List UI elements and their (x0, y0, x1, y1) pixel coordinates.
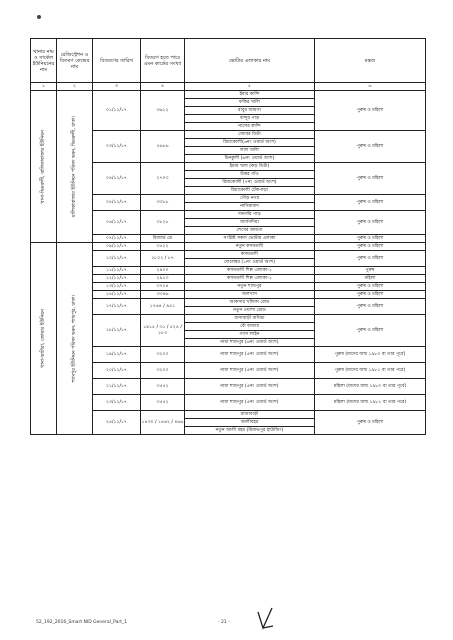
date-cell: ০৩/১২/১৭ (93, 131, 141, 163)
count-cell: ২৬৮৬ (141, 131, 185, 163)
remark-cell: পুরুষ ও মহিলা (315, 235, 426, 243)
area-cell: নাসিরাবাদ (185, 203, 315, 211)
remark-cell: পুরুষ ও মহিলা (315, 211, 426, 235)
count-cell: ৩২০০ (141, 347, 185, 363)
center-label: শ্যামপুর ইউনিয়ন পরিষদ ভবন, শ্যামপুর, ঢাকা। (71, 294, 77, 383)
count-cell: ৩৭২৪ (141, 283, 185, 291)
count-cell: ৩২০০ (141, 363, 185, 379)
remark-cell: মহিলা (যাদের জন্ম ১৯৮১ বা তার পরে) (315, 395, 426, 411)
table-row (31, 91, 426, 99)
table-row (31, 243, 426, 251)
area-cell: নামা শ্যামপুর (৬নং ওয়ার্ড অংশ) (185, 339, 315, 347)
area-cell: কসমতলী শিল্প এলাকা-১ (185, 267, 315, 275)
date-cell: ১২/১২/১৭ (93, 275, 141, 283)
remark-cell: পুরুষ ও মহিলা (315, 299, 426, 315)
count-cell: ৩৫২২ (141, 243, 185, 251)
date-cell: ১৮/১২/১৭ (93, 315, 141, 347)
center-cell (57, 243, 93, 435)
area-cell: নতুন ওয়াশা রোড (185, 307, 315, 315)
area-cell: নতুন শ্যামপুর (185, 283, 315, 291)
area-cell: সংশ্লিষ্ট সকল ভোটার এলাকা (185, 235, 315, 243)
area-cell: নতুন আলী বহর (রিজভপুর হাউজিং) (185, 427, 315, 435)
area-cell: জলখাস (185, 291, 315, 299)
area-cell: গৌড় নগর (185, 195, 315, 203)
count-cell: ২৯২৩ (141, 275, 185, 283)
count-cell: ১৯১৫ / ৩১ / ৫২৪ / ১৮৩ (141, 315, 185, 347)
area-cell: নামা শ্যামপুর (৫নং ওয়ার্ড অংশ) (185, 363, 315, 379)
remark-cell: পুরুষ ও মহিলা (315, 91, 426, 131)
remark-cell: পুরুষ ও মহিলা (315, 195, 426, 211)
remark-cell: পুরুষ (যাদের জন্ম ১৯৮০ বা তার পূর্বে) (315, 347, 426, 363)
count-cell: ১৮০২ / ৮৭ (141, 251, 185, 267)
col-number: ৫ (185, 83, 315, 91)
area-cell: বাসাবাড়ী বাগিচা (185, 315, 315, 323)
area-cell: নামা শ্যামপুর (৫নং ওয়ার্ড অংশ) (185, 379, 315, 395)
area-cell: ইমার কান্দি (185, 91, 315, 99)
count-cell: ৩৩৮৮ (141, 195, 185, 211)
area-cell: রিয়াকোলী(৬নং ওয়ার্ড অংশ) (185, 139, 315, 147)
count-cell: রিজার্ভ ডে (141, 235, 185, 243)
count-cell: ১৪৩০ / ১৪৬২ / ৪৬৬ (141, 411, 185, 435)
area-cell: লাল খালি (185, 147, 315, 155)
thana-cell (31, 91, 57, 243)
area-cell: উত্তর গাঁও (185, 171, 315, 179)
date-cell: ০৫/১২/১৭ (93, 195, 141, 211)
area-cell: নতুন কসমতলী (185, 243, 315, 251)
col-remark-header: মন্তব্য (315, 39, 426, 83)
date-cell: ১১/১২/১৭ (93, 267, 141, 275)
area-cell: শেখের জায়গা (185, 227, 315, 235)
center-label: মালিকাবাজার ইউনিয়ন পরিষদ ভবন, ভিমরুলী, ঢাকা। (71, 115, 77, 218)
remark-cell: পুরুষ ও মহিলা (315, 163, 426, 195)
count-cell: ৩৩৪৬ (141, 291, 185, 299)
area-cell: জার্বগদিয়া (185, 219, 315, 227)
col-number: ৩ (93, 83, 141, 91)
remark-cell: পুরুষ (315, 267, 426, 275)
remark-cell: পুরুষ ও মহিলা (315, 131, 426, 163)
area-cell: দোলেশ্বর (১নং ওয়ার্ড অংশ) (185, 259, 315, 267)
area-cell: রাজাবাড়ী (185, 411, 315, 419)
date-cell: ২৩/১২/১৭ (93, 395, 141, 411)
count-cell: ২৭০৩ (141, 163, 185, 195)
col-area-header: ভোটার এলাকার নাম (185, 39, 315, 83)
remark-cell: পুরুষ ও মহিলা (315, 243, 426, 251)
area-cell: বৌ বাজার (185, 323, 315, 331)
signature-mark (255, 606, 275, 632)
date-cell: ২৪/১২/১৭ (93, 411, 141, 435)
count-cell: ৩৫৫২ (141, 379, 185, 395)
area-cell: ফকির খালি (185, 99, 315, 107)
area-cell: ইমাম খাল (কড় ডিটা) (185, 163, 315, 171)
remark-cell: পুরুষ ও মহিলা (315, 411, 426, 435)
area-cell: রিয়াকোলী টেকপাড়া (185, 187, 315, 195)
col-number: ১ (31, 83, 57, 91)
date-cell: ১৩/১২/১৭ (93, 283, 141, 291)
scan-dot (37, 15, 41, 19)
date-cell: ১৯/১২/১৭ (93, 347, 141, 363)
col-thana-header: থানার নাম ও সার্কেল ইউনিয়নের নাম (31, 39, 57, 83)
count-cell: ৩৫৫২ (141, 395, 185, 411)
thana-label: থানা-ভাটারা, জোয়ার ইউনিয়ন (40, 309, 46, 368)
date-cell: ০৪/১২/১৭ (93, 163, 141, 195)
col-number: ২ (57, 83, 93, 91)
date-cell: ০৭/১২/১৭ (93, 235, 141, 243)
col-center-header: রেজিস্ট্রেশন ও বিতরণ কেন্দ্রের নাম (57, 39, 93, 83)
count-cell: ৩৬১২ (141, 91, 185, 131)
remark-cell: পুরুষ ও মহিলা (315, 291, 426, 299)
area-cell: আকসার খলিফা রোড (185, 299, 315, 307)
area-cell: কসমতলী (185, 251, 315, 259)
date-cell: ১০/১২/১৭ (93, 251, 141, 267)
page-number: - 21 - (218, 620, 230, 625)
footer-filename: 52_192_2016_Smart NID General_Part_1 (36, 620, 128, 625)
thana-cell (31, 243, 57, 435)
area-cell: নামা শ্যামপুর (৫নং ওয়ার্ড অংশ) (185, 347, 315, 363)
area-cell: রিয়াকোলী (৭নং ওয়ার্ড অংশ) (185, 179, 315, 187)
area-cell: গ্যাস লাইন (185, 331, 315, 339)
center-cell (57, 91, 93, 243)
date-cell: ২১/১২/১৭ (93, 379, 141, 395)
count-cell: ১৭৬৪ / ৯৫১ (141, 299, 185, 315)
area-cell: নাসের কান্দি (185, 123, 315, 131)
remark-cell: পুরুষ ও মহিলা (315, 251, 426, 267)
count-cell: ৩৮২৮ (141, 211, 185, 235)
date-cell: ১৪/১২/১৭ (93, 291, 141, 299)
column-number-row (31, 83, 426, 91)
date-cell: ২০/১২/১৭ (93, 363, 141, 379)
area-cell: চিনকুলী (৬নং ওয়ার্ড অংশ) (185, 155, 315, 163)
col-date-header: বিতরণের তারিখ (93, 39, 141, 83)
schedule-body (31, 91, 426, 435)
date-cell: ০৯/১২/১৭ (93, 243, 141, 251)
remark-cell: পুরুষ ও মহিলা (315, 315, 426, 347)
date-cell: ১৭/১২/১৭ (93, 299, 141, 315)
remark-cell: পুরুষ ও মহিলা (315, 283, 426, 291)
remark-cell: মহিলা (যাদের জন্ম ১৯৮০ বা তার পূর্বে) (315, 379, 426, 395)
col-number: ৪ (141, 83, 185, 91)
col-count-header: বিতরণ হতে পারে এমন কার্ডের সংখ্যা (141, 39, 185, 83)
remark-cell: মহিলা (315, 275, 426, 283)
area-cell: নামা শ্যামপুর (৫নং ওয়ার্ড অংশ) (185, 395, 315, 411)
date-cell: ০৬/১২/১৭ (93, 211, 141, 235)
distribution-schedule-table (30, 38, 426, 435)
area-cell: আলীবহর (185, 419, 315, 427)
area-cell: কসমতলী শিল্প এলাকা-১ (185, 275, 315, 283)
header-row (31, 39, 426, 83)
area-cell: দানগাঁর পাড় (185, 211, 315, 219)
date-cell: ০১/১২/১৭ (93, 91, 141, 131)
area-cell: রাবুর জায়গা (185, 107, 315, 115)
thana-label: থানা-ভিমরুলী, বালিকাবাজার ইউনিয়ন (40, 129, 46, 204)
remark-cell: পুরুষ (যাদের জন্ম ১৯৮১ বা তার পরে) (315, 363, 426, 379)
count-cell: ২৯০০ (141, 267, 185, 275)
area-cell: জোবর ডিটা (185, 131, 315, 139)
col-number: ৬ (315, 83, 426, 91)
area-cell: বান্দুর পাড় (185, 115, 315, 123)
